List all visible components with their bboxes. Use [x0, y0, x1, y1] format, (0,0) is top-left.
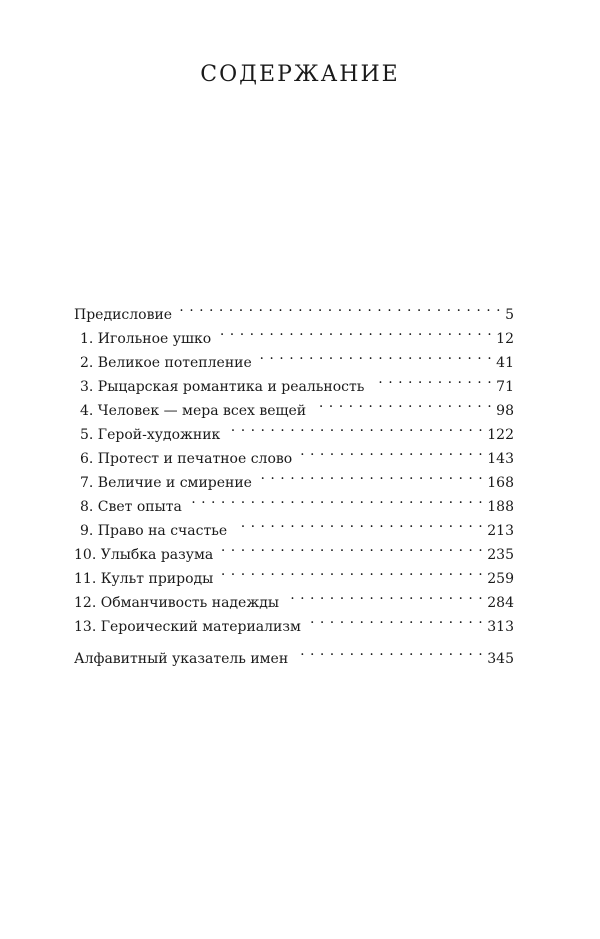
toc-entry-label: 12. Обманчивость надежды	[74, 595, 279, 611]
toc-entry-page: 313	[487, 619, 514, 635]
toc-entry-label: 6. Протест и печатное слово	[80, 451, 293, 467]
toc-entry-page: 98	[496, 403, 514, 419]
toc-entry-page: 41	[496, 355, 514, 371]
toc-entry-page: 235	[487, 547, 514, 563]
toc-entry-page: 188	[487, 499, 514, 515]
toc-leader-dots	[314, 391, 492, 415]
toc-leader-dots	[309, 607, 483, 631]
toc-leader-dots	[219, 319, 492, 343]
toc-leader-dots	[372, 367, 492, 391]
toc-entry-label: 8. Свет опыта	[80, 499, 182, 515]
toc-leader-dots	[180, 295, 501, 319]
toc-entry-label: 10. Улыбка разума	[74, 547, 214, 563]
toc-entry-label: 11. Культ природы	[74, 571, 214, 587]
toc-leader-dots	[190, 487, 483, 511]
toc-leader-dots	[221, 535, 483, 559]
toc-leader-dots	[235, 511, 483, 535]
toc-entry-label: 7. Величие и смирение	[80, 475, 252, 491]
toc-entry-label: 3. Рыцарская романтика и реальность	[80, 379, 365, 395]
toc-entry-page: 259	[487, 571, 514, 587]
toc-leader-dots	[221, 559, 483, 583]
toc-entry-page: 168	[487, 475, 514, 491]
toc-entry	[74, 295, 514, 323]
toc-entry-page: 71	[496, 379, 514, 395]
toc-leader-dots	[260, 463, 483, 487]
page-title: СОДЕРЖАНИЕ	[200, 62, 400, 87]
toc-entry-label: Предисловие	[74, 307, 173, 323]
toc-entry-label: 2. Великое потепление	[80, 355, 252, 371]
toc-entry-index	[74, 639, 514, 667]
toc-entry-page: 5	[505, 307, 514, 323]
toc-entry-label: 9. Право на счастье	[80, 523, 228, 539]
table-of-contents	[74, 295, 514, 667]
toc-entry-label: 5. Герой-художник	[80, 427, 221, 443]
toc-entry-page: 345	[487, 651, 514, 667]
toc-entry-label: 1. Игольное ушко	[80, 331, 212, 347]
toc-entry-label: 13. Героический материализм	[74, 619, 301, 635]
toc-entry-page: 284	[487, 595, 514, 611]
toc-leader-dots	[260, 343, 492, 367]
toc-entry-page: 143	[487, 451, 514, 467]
toc-leader-dots	[228, 415, 483, 439]
toc-entry-label: 4. Человек — мера всех вещей	[80, 403, 307, 419]
toc-entry-page: 12	[496, 331, 514, 347]
toc-entry-page: 213	[487, 523, 514, 539]
toc-leader-dots	[300, 439, 483, 463]
toc-entry-page: 122	[487, 427, 514, 443]
toc-leader-dots	[287, 583, 483, 607]
toc-leader-dots	[296, 639, 483, 663]
toc-entry-label: Алфавитный указатель имен	[74, 651, 289, 667]
